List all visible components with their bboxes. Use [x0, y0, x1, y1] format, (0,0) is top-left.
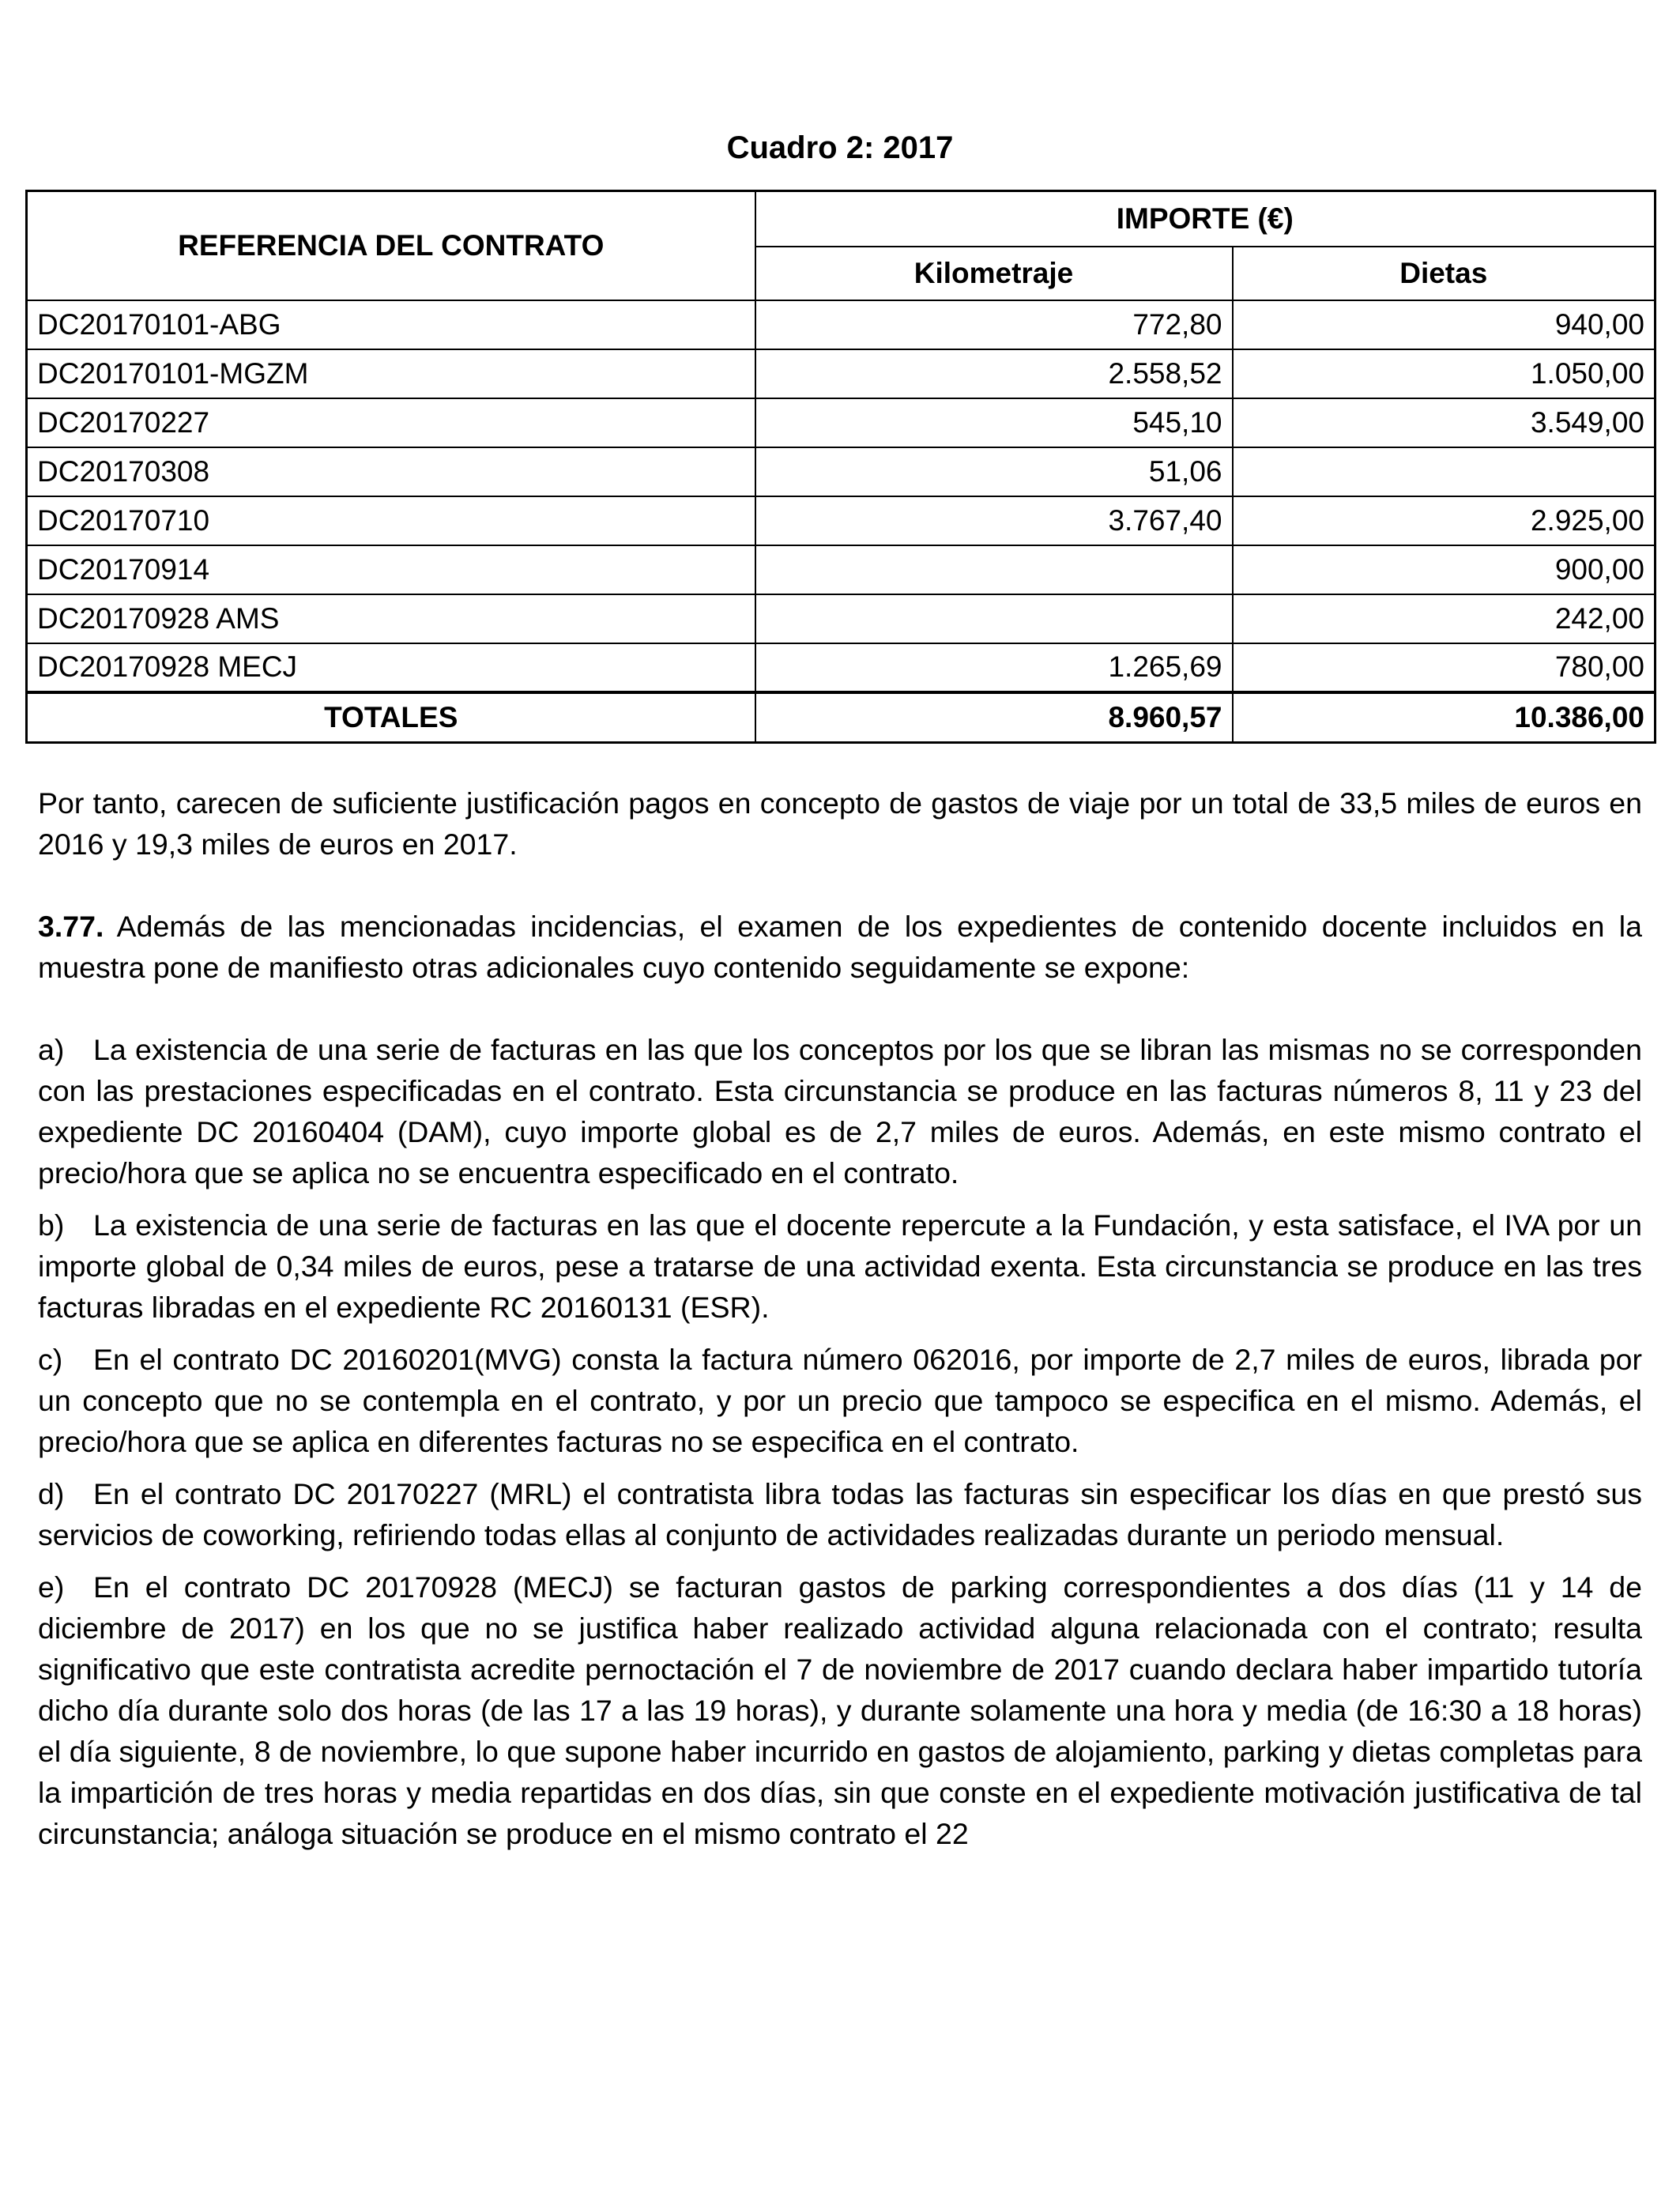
table-row — [27, 349, 1656, 398]
contract-reference-cell: DC20170914 — [27, 545, 755, 594]
table-row — [27, 300, 1656, 349]
contract-reference-cell: DC20170928 AMS — [27, 594, 755, 643]
table-body — [27, 300, 1656, 692]
finding-item — [38, 1339, 1642, 1462]
header-mileage: Kilometraje — [755, 247, 1233, 300]
mileage-cell — [755, 545, 1233, 594]
mileage-cell: 545,10 — [755, 398, 1233, 447]
totals-allowances: 10.386,00 — [1233, 692, 1656, 743]
totals-label: TOTALES — [27, 692, 755, 743]
contract-reference-cell: DC20170101-ABG — [27, 300, 755, 349]
contract-reference-cell: DC20170928 MECJ — [27, 643, 755, 692]
finding-marker: d) — [38, 1477, 65, 1510]
finding-text: La existencia de una serie de facturas en las que los conceptos por los que se libran las mismas no se corresponden con las prestaciones especificadas en el contrato. Esta circunstancia se produce en las facturas números 8, 11 y 23 del expediente DC 20160404 (DAM), cuyo importe global es de 2,7 miles de euros. Además, en este mismo contrato el precio/hora que se aplica no se encuentra especificado en el contrato. — [38, 1033, 1642, 1189]
allowances-cell — [1233, 447, 1656, 496]
allowances-cell: 900,00 — [1233, 545, 1656, 594]
header-amount: IMPORTE (€) — [755, 191, 1656, 247]
allowances-cell: 780,00 — [1233, 643, 1656, 692]
allowances-cell: 3.549,00 — [1233, 398, 1656, 447]
allowances-cell: 2.925,00 — [1233, 496, 1656, 545]
contract-reference-cell: DC20170227 — [27, 398, 755, 447]
mileage-cell: 3.767,40 — [755, 496, 1233, 545]
allowances-cell: 1.050,00 — [1233, 349, 1656, 398]
table-row — [27, 643, 1656, 692]
table-row — [27, 594, 1656, 643]
table-row — [27, 545, 1656, 594]
findings-list — [38, 1029, 1642, 1854]
header-contract-reference: REFERENCIA DEL CONTRATO — [27, 191, 755, 300]
paragraph-body: Además de las mencionadas incidencias, el examen de los expedientes de contenido docente incluidos en la muestra pone de manifiesto otras adicionales cuyo contenido seguidamente se expone: — [38, 910, 1642, 984]
table-row — [27, 447, 1656, 496]
totals-row — [27, 692, 1656, 743]
finding-marker: a) — [38, 1033, 65, 1066]
contract-reference-cell: DC20170308 — [27, 447, 755, 496]
finding-marker: b) — [38, 1208, 65, 1242]
allowances-cell: 242,00 — [1233, 594, 1656, 643]
paragraph-number: 3.77. — [38, 910, 104, 943]
paragraph-conclusion: Por tanto, carecen de suficiente justificación pagos en concepto de gastos de viaje por un total de 33,5 miles de euros en 2016 y 19,3 miles de euros en 2017. — [38, 786, 1642, 861]
mileage-cell — [755, 594, 1233, 643]
finding-marker: c) — [38, 1343, 63, 1376]
finding-item — [38, 1566, 1642, 1854]
finding-item — [38, 1473, 1642, 1555]
header-allowances: Dietas — [1233, 247, 1656, 300]
finding-text: En el contrato DC 20170928 (MECJ) se facturan gastos de parking correspondientes a dos días (11 y 14 de diciembre de 2017) en los que no se justifica haber realizado actividad alguna relacionada con el contrato; resulta significativo que este contratista acredite pernoctación el 7 de noviembre de 2017 cuando declara haber impartido tutoría dicho día durante solo dos horas (de las 17 a las 19 horas), y durante solamente una hora y media (de 16:30 a 18 horas) el día siguiente, 8 de noviembre, lo que supone haber incurrido en gastos de alojamiento, parking y dietas completas para la impartición de tres horas y media repartidas en dos días, sin que conste en el expediente motivación justificativa de tal circunstancia; análoga situación se produce en el mismo contrato el 22 — [38, 1570, 1642, 1850]
table-row — [27, 398, 1656, 447]
finding-item — [38, 1029, 1642, 1193]
body-text — [38, 782, 1642, 1865]
mileage-cell: 772,80 — [755, 300, 1233, 349]
finding-text: En el contrato DC 20160201(MVG) consta la factura número 062016, por importe de 2,7 miles de euros, librada por un concepto que no se contempla en el contrato, y por un precio que tampoco se especifica en el mismo. Además, el precio/hora que se aplica en diferentes facturas no se especifica en el contrato. — [38, 1343, 1642, 1458]
finding-text: La existencia de una serie de facturas en las que el docente repercute a la Fundación, y esta satisface, el IVA por un importe global de 0,34 miles de euros, pese a tratarse de una actividad exenta. Esta circunstancia se produce en las tres facturas libradas en el expediente RC 20160131 (ESR). — [38, 1208, 1642, 1324]
mileage-cell: 1.265,69 — [755, 643, 1233, 692]
contract-reference-cell: DC20170710 — [27, 496, 755, 545]
totals-mileage: 8.960,57 — [755, 692, 1233, 743]
table-row — [27, 496, 1656, 545]
travel-expenses-table — [25, 190, 1656, 744]
finding-item — [38, 1204, 1642, 1328]
mileage-cell: 2.558,52 — [755, 349, 1233, 398]
paragraph-3-77 — [38, 906, 1642, 988]
contract-reference-cell: DC20170101-MGZM — [27, 349, 755, 398]
mileage-cell: 51,06 — [755, 447, 1233, 496]
table-caption: Cuadro 2: 2017 — [726, 130, 954, 165]
allowances-cell: 940,00 — [1233, 300, 1656, 349]
finding-text: En el contrato DC 20170227 (MRL) el contratista libra todas las facturas sin especificar los días en que prestó sus servicios de coworking, refiriendo todas ellas al conjunto de actividades realizadas durante un periodo mensual. — [38, 1477, 1642, 1551]
finding-marker: e) — [38, 1570, 65, 1604]
